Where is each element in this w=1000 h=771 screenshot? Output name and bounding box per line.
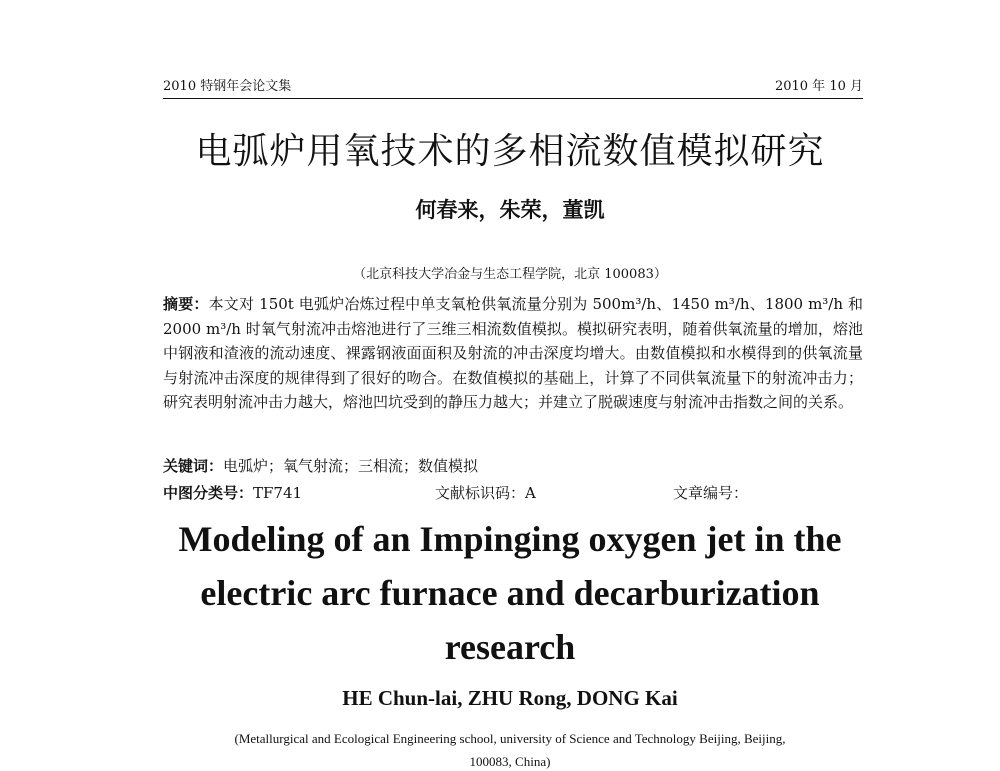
header-date: 2010 年 10 月 <box>774 79 863 94</box>
chinese-affiliation: （北京科技大学冶金与生态工程学院，北京 100083） <box>353 267 667 282</box>
doc-code-value: A <box>525 484 536 502</box>
clc-value: TF741 <box>253 484 303 502</box>
english-title-line-1: Modeling of an Impinging oxygen jet in the <box>178 519 842 559</box>
classification-line <box>163 482 863 504</box>
english-title-line-3: research <box>444 627 576 667</box>
english-title-line-2: electric arc furnace and decarburization <box>200 573 820 613</box>
clc-number <box>163 482 302 504</box>
keywords-label: 关键词： <box>163 457 224 475</box>
article-number-label: 文章编号： <box>673 484 749 502</box>
english-affiliation-continued: 100083, China) <box>469 754 551 769</box>
chinese-title: 电弧炉用氧技术的多相流数值模拟研究 <box>195 131 825 172</box>
clc-label: 中图分类号： <box>163 484 254 502</box>
abstract-label: 摘要： <box>163 295 209 313</box>
doc-code-label: 文献标识码： <box>435 484 526 502</box>
document-code <box>435 482 536 504</box>
chinese-keywords <box>163 455 863 477</box>
english-authors: HE Chun-lai, ZHU Rong, DONG Kai <box>342 686 678 710</box>
abstract-text: 本文对 150t 电弧炉冶炼过程中单支氧枪供氧流量分别为 500m³/h、1450 m³/h、1800 m³/h 和 2000 m³/h 时氧气射流冲击熔池进行了三维三相流数值模拟。模拟研究表明，随着供氧流量的增加，熔池中钢液和渣液的流动速度、裸露钢液面面积及射流的冲击深度均增大。由数值模拟和水模得到的供氧流量与射流冲击深度的规律得到了很好的吻合。在数值模拟的基础上，计算了不同供氧流量下的射流冲击力；研究表明射流冲击力越大，熔池凹坑受到的静压力越大；并建立了脱碳速度与射流冲击指数之间的关系。 <box>163 295 863 412</box>
english-affiliation: (Metallurgical and Ecological Engineering school, university of Science and Technology Beijing, Beijing, <box>234 731 786 746</box>
chinese-authors: 何春来，朱荣，董凯 <box>415 197 605 222</box>
header-proceedings: 2010 特钢年会论文集 <box>163 79 292 94</box>
chinese-abstract <box>163 292 863 415</box>
running-header <box>163 78 863 99</box>
keywords-text: 电弧炉；氧气射流；三相流；数值模拟 <box>223 457 479 475</box>
article-number <box>673 482 748 504</box>
english-title <box>140 512 880 674</box>
